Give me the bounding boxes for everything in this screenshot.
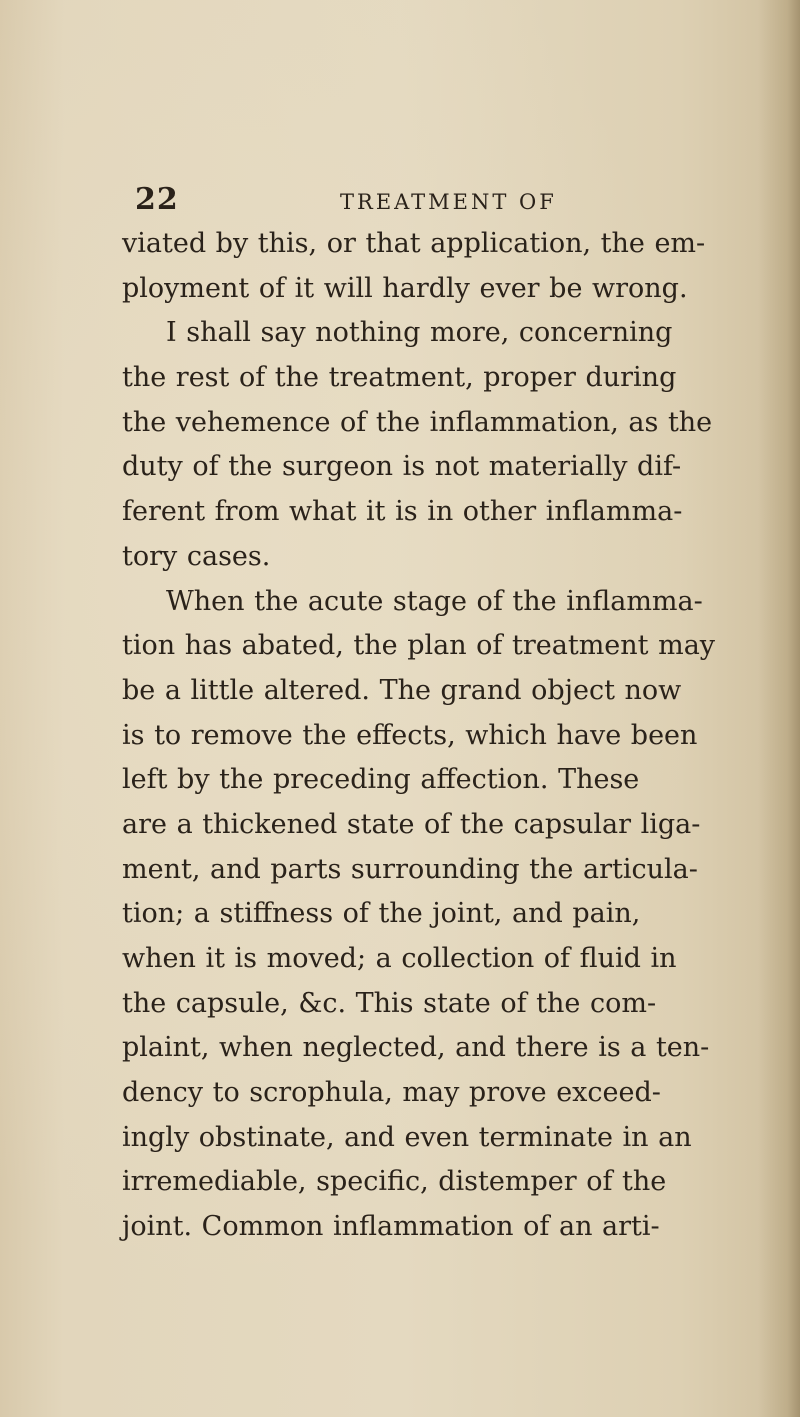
text-line: ingly obstinate, and even terminate in an [122,1121,692,1153]
text-line: be a little altered. The grand object now [122,674,682,706]
running-head: TREATMENT OF [340,190,557,214]
page-gutter-shadow [758,0,800,1417]
text-line: joint. Common inflammation of an arti- [122,1211,660,1243]
text-line: the rest of the treatment, proper during [122,362,677,394]
text-line: is to remove the effects, which have been [122,719,698,751]
body-text [122,222,722,1250]
text-line: ployment of it will hardly ever be wrong. [122,272,688,304]
text-line: dency to scrophula, may prove exceed- [122,1077,661,1109]
text-line: viated by this, or that application, the em- [122,228,706,259]
text-line: are a thickened state of the capsular liga- [122,808,701,840]
text-line: when it is moved; a collection of fluid in [122,943,677,974]
text-line: ment, and parts surrounding the articula- [122,853,698,885]
text-line: irremediable, specific, distemper of the [122,1166,667,1198]
text-line: I shall say nothing more, concerning [166,317,673,349]
text-line: plaint, when neglected, and there is a ten- [122,1032,710,1064]
text-line: left by the preceding affection. These [122,764,640,796]
text-line: tory cases. [122,540,271,572]
text-line: the vehemence of the inflammation, as the [122,406,713,438]
text-line: duty of the surgeon is not materially dif- [122,451,682,483]
text-line: tion has abated, the plan of treatment may [122,630,716,662]
page-number: 22 [135,182,179,217]
text-line: the capsule, &c. This state of the com- [122,987,657,1019]
text-line: ferent from what it is in other inflamma- [122,496,683,528]
page-header [135,180,695,220]
text-line: When the acute stage of the inflamma- [166,585,703,617]
text-line: tion; a stiffness of the joint, and pain, [122,898,641,930]
